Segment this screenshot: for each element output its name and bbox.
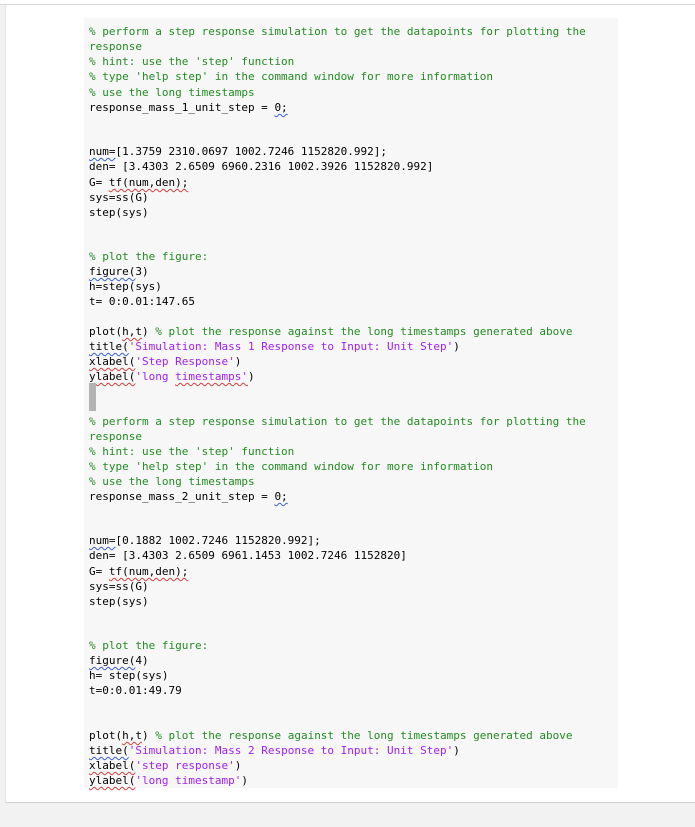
code-warning-token[interactable]: num= [89,145,116,158]
code-line-plot: plot(h,t) % plot the response against the long timestamps generated above [89,325,573,338]
code-comment: % type 'help step' in the command window for more information [89,70,493,83]
code-error-token[interactable]: xlabel( [89,355,136,368]
code-line-h: h= step(sys) [89,669,169,682]
code-line-step: step(sys) [89,206,149,219]
code-line-plot: plot(h,t) % plot the response against the long timestamps generated above [89,729,573,742]
code-line-title: title('Simulation: Mass 1 Response to Input: Unit Step') [89,340,460,353]
code-error-token[interactable]: h,t [122,325,142,338]
code-line-step: step(sys) [89,595,149,608]
code-comment: % perform a step response simulation to get the datapoints for plotting the [89,25,586,38]
code-line-ylabel: ylabel('long timestamps') [89,370,255,383]
code-error-token[interactable]: ylabel( [89,774,136,787]
code-line-num: num=[1.3759 2310.0697 1002.7246 1152820.992]; [89,145,388,158]
code-line-t: t=0:0.01:49.79 [89,684,182,697]
code-line-sys: sys=ss(G) [89,580,149,593]
code-line-assign: response_mass_2_unit_step = 0; [89,490,288,503]
code-line-figure: figure(4) [89,654,149,667]
code-line-t: t= 0:0.01:147.65 [89,295,195,308]
code-error-token[interactable]: timestamps' [175,370,248,383]
code-warning-token[interactable]: figure( [89,265,136,278]
code-line-assign: response_mass_1_unit_step = 0; [89,101,288,114]
code-warning-token[interactable]: title( [89,340,129,353]
code-line-title: title('Simulation: Mass 2 Response to Input: Unit Step') [89,744,460,757]
code-comment: response [89,430,142,443]
code-warning-token[interactable]: title( [89,744,129,757]
code-comment: response [89,40,142,53]
code-line-figure: figure(3) [89,265,149,278]
code-line-g: G= tf(num,den); [89,176,189,189]
code-error-token[interactable]: tf(num,den); [108,176,189,189]
code-line-num: num=[0.1882 1002.7246 1152820.992]; [89,534,321,547]
code-warning-token[interactable]: num= [89,534,116,547]
code-comment: % hint: use the 'step' function [89,55,295,68]
code-comment: % plot the figure: [89,250,209,263]
code-comment: % plot the figure: [89,639,209,652]
code-line-h: h=step(sys) [89,280,162,293]
code-line-xlabel: xlabel('Step Response') [89,355,242,368]
code-comment: % use the long timestamps [89,86,255,99]
code-line-den: den= [3.4303 2.6509 6961.1453 1002.7246 1152820] [89,549,407,562]
code-error-token[interactable]: ylabel( [89,370,136,383]
code-line-xlabel: xlabel('step response') [89,759,242,772]
code-warning-token[interactable]: 0; [274,490,288,503]
code-warning-token[interactable]: 0; [274,101,288,114]
code-line-sys: sys=ss(G) [89,191,149,204]
code-error-token[interactable]: tf(num,den); [108,565,189,578]
text-cursor-bar [89,383,96,411]
code-comment: % use the long timestamps [89,475,255,488]
code-comment: % perform a step response simulation to get the datapoints for plotting the [89,415,586,428]
code-comment: % hint: use the 'step' function [89,445,295,458]
code-line-ylabel: ylabel('long timestamp') [89,774,248,787]
code-warning-token[interactable]: figure( [89,654,136,667]
code-comment: % type 'help step' in the command window for more information [89,460,493,473]
code-error-token[interactable]: xlabel( [89,759,136,772]
code-line-g: G= tf(num,den); [89,565,189,578]
code-error-token[interactable]: h,t [122,729,142,742]
code-line-den: den= [3.4303 2.6509 6960.2316 1002.3926 1152820.992] [89,160,434,173]
